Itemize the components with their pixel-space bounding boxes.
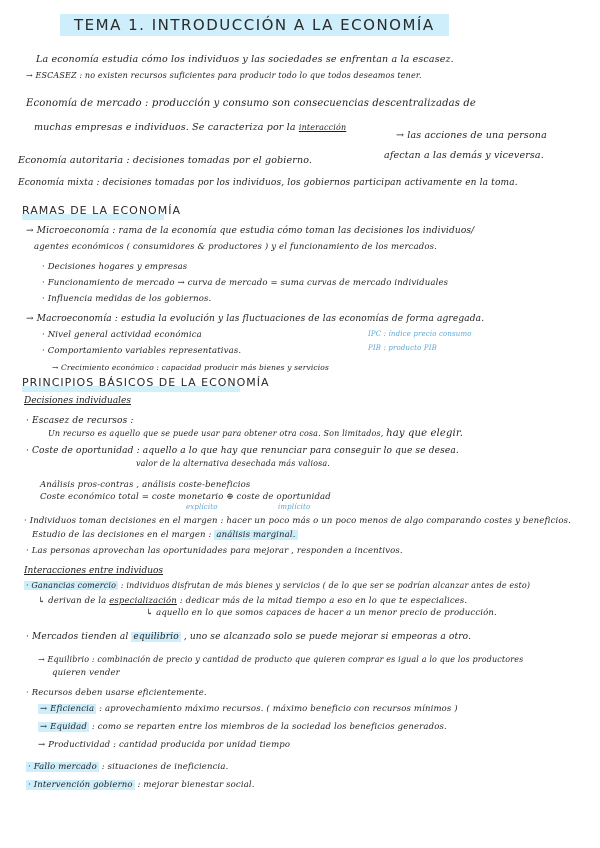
ganancias-term: · Ganancias comercio xyxy=(26,581,117,590)
mercado-line-1: Economía de mercado : producción y consumo son consecuencias descentralizadas de xyxy=(26,98,476,109)
micro-item-2: · Funcionamiento de mercado → curva de mercado = suma curvas de mercado individuales xyxy=(42,278,449,288)
eficiencia-line xyxy=(38,704,458,715)
escasez-def xyxy=(48,428,463,439)
implicito-note: implícito xyxy=(278,503,311,511)
ipc-note: IPC : índice precio consumo xyxy=(368,330,472,338)
explicito-note: explícito xyxy=(186,503,218,511)
equidad-term: → Equidad xyxy=(40,722,87,732)
fallo-mercado-term: · Fallo mercado xyxy=(28,762,97,772)
especializacion-prefix: ↳ derivan de la xyxy=(38,596,107,606)
productividad-line xyxy=(38,740,290,751)
fallo-mercado-line xyxy=(26,762,228,773)
especializacion-term: especialización xyxy=(109,596,177,606)
page-title: TEMA 1. INTRODUCCIÓN A LA ECONOMÍA xyxy=(60,14,449,36)
decisiones-subheading: Decisiones individuales xyxy=(24,396,132,406)
micro-line-1 xyxy=(26,226,474,237)
equidad-def: : como se reparten entre los miembros de la sociedad los beneficios generados. xyxy=(91,722,447,732)
equilibrio-def-cont: quieren vender xyxy=(52,668,120,678)
coste-oportunidad-term: · Coste de oportunidad : xyxy=(26,446,140,456)
productividad-def: : cantidad producida por unidad tiempo xyxy=(113,740,291,750)
mercado-line-3: → las acciones de una persona xyxy=(396,130,547,141)
analisis-marginal-term: análisis marginal. xyxy=(216,530,296,540)
micro-def: : rama de la economía que estudia cómo toman las decisiones los individuos/ xyxy=(112,226,475,236)
recursos-line: · Recursos deben usarse eficientemente. xyxy=(26,688,207,698)
coste-oportunidad-line xyxy=(26,446,459,457)
macro-item-1: · Nivel general actividad económica xyxy=(42,330,202,340)
ganancias-line xyxy=(24,580,530,591)
productividad-term: → Productividad xyxy=(38,740,111,750)
equilibrio-def-line xyxy=(38,654,523,665)
ramas-heading: RAMAS DE LA ECONOMÍA xyxy=(22,204,181,217)
interaccion-term: interacción xyxy=(298,123,347,132)
equilibrio-prefix: · Mercados tienden al xyxy=(26,632,129,642)
micro-line-2: agentes económicos ( consumidores & productores ) y el funcionamiento de los mercados. xyxy=(34,242,438,252)
escasez-def-text: Un recurso es aquello que se puede usar para obtener otra cosa. Son limitados, xyxy=(48,429,384,438)
principios-heading: PRINCIPIOS BÁSICOS DE LA ECONOMÍA xyxy=(22,376,270,389)
analisis-marginal-text: Estudio de las decisiones en el margen : xyxy=(32,530,212,540)
economia-autoritaria: Economía autoritaria : decisiones tomadas por el gobierno. xyxy=(18,155,313,166)
interacciones-subheading: Interacciones entre individuos xyxy=(24,566,164,576)
pib-note: PIB : producto PIB xyxy=(368,344,437,352)
micro-term: → Microeconomía xyxy=(26,226,110,236)
economia-mixta: Economía mixta : decisiones tomadas por los individuos, los gobiernos participan activamente en la toma. xyxy=(18,178,518,188)
intro-line-2: → ESCASEZ : no existen recursos suficientes para producir todo lo que todos deseamos tener. xyxy=(26,71,422,80)
coste-total-line: Coste económico total = coste monetario ⊕ coste de oportunidad xyxy=(40,492,331,502)
macro-item-3: → Crecimiento económico : capacidad producir más bienes y servicios xyxy=(52,363,329,372)
intervencion-def: : mejorar bienestar social. xyxy=(137,780,255,790)
margen-line: · Individuos toman decisiones en el margen : hacer un poco más o un poco menos de algo comparando costes y beneficios. xyxy=(24,516,572,526)
intervencion-term: · Intervención gobierno xyxy=(28,780,133,790)
ganancias-def: : individuos disfrutan de más bienes y servicios ( de lo que ser se podrían alcanzar antes de esto) xyxy=(120,581,531,590)
coste-oportunidad-def: aquello a lo que hay que renunciar para conseguir lo que se desea. xyxy=(142,446,459,456)
especializacion-detail: ↳ aquello en lo que somos capaces de hacer a un menor precio de producción. xyxy=(146,608,497,618)
incentivos-line: · Las personas aprovechan las oportunidades para mejorar , responden a incentivos. xyxy=(26,546,403,556)
escasez-term: · Escasez de recursos : xyxy=(26,416,134,426)
analisis-marginal-line xyxy=(32,530,298,541)
intervencion-line xyxy=(26,780,255,791)
macro-def: : estudia la evolución y las fluctuaciones de las economías de forma agregada. xyxy=(114,314,485,324)
fallo-mercado-def: : situaciones de ineficiencia. xyxy=(101,762,229,772)
especializacion-def: : dedicar más de la mitad tiempo a eso en lo que te especialices. xyxy=(179,596,468,606)
equilibrio-term: equilibrio xyxy=(133,632,179,642)
intro-line-1: La economía estudia cómo los individuos y las sociedades se enfrentan a la escasez. xyxy=(36,54,454,65)
eficiencia-def: : aprovechamiento máximo recursos. ( máximo beneficio con recursos mínimos ) xyxy=(99,704,458,714)
equilibrio-line xyxy=(26,632,471,643)
equilibrio-def: , uno se alcanzado solo se puede mejorar si empeoras a otro. xyxy=(183,632,472,642)
mercado-line-2 xyxy=(34,122,346,133)
equilibrio-def-text: : combinación de precio y cantidad de producto que quieren comprar es igual a lo que los productores xyxy=(91,655,524,664)
especializacion-line xyxy=(38,596,467,607)
escasez-emphasis: hay que elegir. xyxy=(386,428,464,439)
macro-line-1 xyxy=(26,314,484,325)
mercado-line-2-text: muchas empresas e individuos. Se caracteriza por la xyxy=(34,122,296,133)
equidad-line xyxy=(38,722,447,733)
analisis-line: Análisis pros-contras , análisis coste-beneficios xyxy=(40,480,251,490)
macro-item-2: · Comportamiento variables representativas. xyxy=(42,346,242,356)
micro-item-1: · Decisiones hogares y empresas xyxy=(42,262,188,272)
coste-oportunidad-value: valor de la alternativa desechada más valiosa. xyxy=(136,459,331,468)
eficiencia-term: → Eficiencia xyxy=(40,704,95,714)
equilibrio-def-term: → Equilibrio xyxy=(38,655,90,664)
mercado-line-4: afectan a las demás y viceversa. xyxy=(384,150,544,161)
micro-item-3: · Influencia medidas de los gobiernos. xyxy=(42,294,212,304)
macro-term: → Macroeconomía xyxy=(26,314,112,324)
